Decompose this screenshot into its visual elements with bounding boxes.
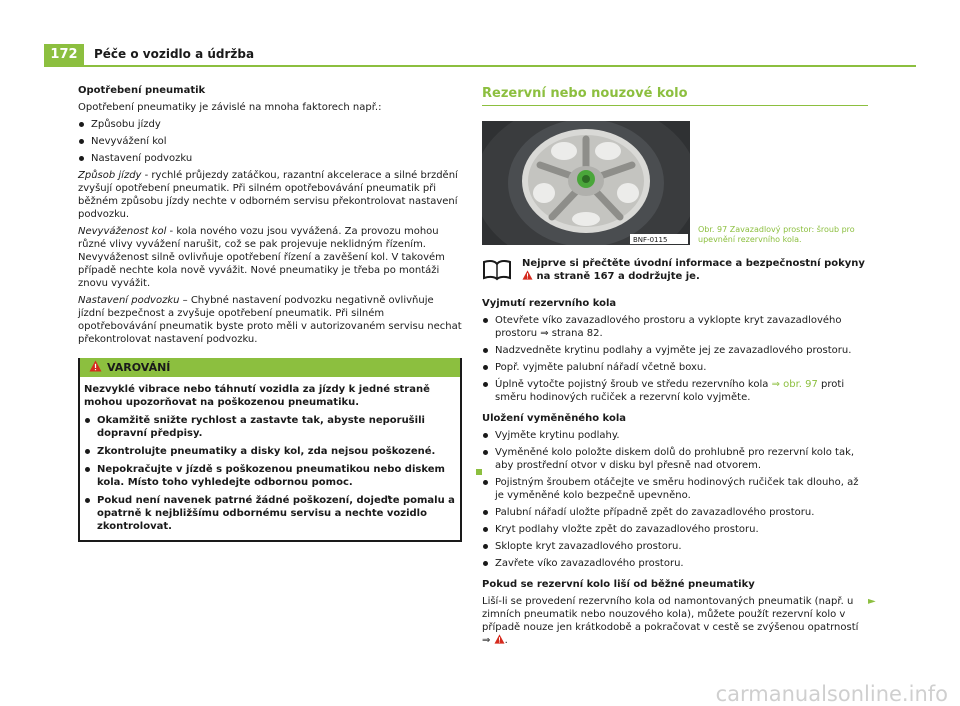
warning-item: Zkontrolujte pneumatiky a disky kol, zda nejsou poškozené.: [84, 445, 456, 458]
list-item: Pojistným šroubem otáčejte ve směru hodinových ručiček tak dlouho, až je vyměněné kolo bezpečně upevněno.: [482, 476, 868, 502]
list-item: Nadzvedněte krytinu podlahy a vyjměte jej ze zavazadlového prostoru.: [482, 344, 868, 357]
term: Nevyváženost kol: [78, 226, 167, 237]
paragraph-text: - kola nového vozu jsou vyvážená. Za provozu mohou různé vlivy vyvážení narušit, což se pak projevuje neklidným řízením. Nevyváženost silně ovlivňuje opotřebení řízení a zavěšení kol. V takovém případě nechte kola nově vyvážit. Nové pneumatiky je třeba po montáži znovu vyvážit.: [78, 226, 445, 289]
spare-wheel-photo: [482, 121, 690, 245]
list-item: [482, 378, 868, 404]
list-item: Palubní nářadí uložte případně zpět do zavazadlového prostoru.: [482, 506, 868, 519]
list-item: Sklopte kryt zavazadlového prostoru.: [482, 540, 868, 553]
warning-title: VAROVÁNÍ: [107, 361, 171, 374]
page-reference: ⇒ strana 82.: [540, 328, 603, 339]
list-item-text: Otevřete víko zavazadlového prostoru a vyklopte kryt zavazadlového prostoru: [495, 315, 842, 339]
list-item: Nevyvážení kol: [78, 135, 462, 148]
watermark: carmanualsonline.info: [715, 682, 948, 706]
figure-code: BNF-0115: [633, 236, 668, 244]
warning-item: Pokud není navenek patrné žádné poškození, dojeďte pomalu a opatrně k nejbližšímu odbornému servisu a nechte vozidlo zkontrolovat.: [84, 494, 456, 533]
safety-notice: [482, 257, 868, 287]
notice-text-before: Nejprve si přečtěte úvodní informace a bezpečnostní pokyny: [522, 258, 865, 269]
list-item-text: proti směru hodinových ručiček a rezervní kolo vyjměte.: [495, 379, 845, 403]
paragraph-text: – Chybné nastavení podvozku negativně ovlivňuje jízdní bezpečnost a zvyšuje opotřebení pneumatik. Při silném opotřebovávání pneumatik byste proto měli v autorizovaném servisu nechat překontrolovat nastavení podvozku.: [78, 295, 462, 345]
diff-paragraph: Liší-li se provedení rezervního kola od namontovaných pneumatik (např. u zimních pneumatik nebo nouzového kola), můžete použít rezervní kolo v případě nouze jen krátkodobě a pokračovat v cestě se zvýšenou opatrností ⇒ .: [482, 596, 859, 646]
term: Způsob jízdy: [78, 170, 142, 181]
header-rule: [44, 65, 916, 67]
warning-item: Nepokračujte v jízdě s poškozenou pneumatikou nebo diskem kola. Místo toho vyhledejte odbornou pomoc.: [84, 463, 456, 489]
warning-body: [80, 377, 460, 540]
driving-style-paragraph: [78, 169, 462, 221]
page-number: 172: [44, 44, 84, 65]
list-item: Vyjměte krytinu podlahy.: [482, 429, 868, 442]
warning-triangle-icon: [494, 634, 505, 644]
continue-arrow-icon: ►: [868, 596, 876, 607]
tire-wear-intro: Opotřebení pneumatiky je závislé na mnoha faktorech např.:: [78, 102, 382, 113]
list-item: Nastavení podvozku: [78, 152, 462, 165]
diff-heading: Pokud se rezervní kolo liší od běžné pneumatiky: [482, 579, 755, 590]
right-column: [482, 86, 868, 651]
list-item: Kryt podlahy vložte zpět do zavazadlového prostoru.: [482, 523, 868, 536]
list-item: [482, 314, 868, 340]
warning-lead: Nezvyklé vibrace nebo táhnutí vozidla za jízdy k jedné straně mohou upozorňovat na poškozenou pneumatiku.: [84, 384, 430, 408]
list-item: Popř. vyjměte palubní nářadí včetně boxu.: [482, 361, 868, 374]
warning-triangle-icon: [522, 270, 533, 280]
wheel-imbalance-paragraph: [78, 225, 462, 290]
list-item: Způsobu jízdy: [78, 118, 462, 131]
chassis-setting-paragraph: [78, 294, 462, 346]
warning-box: [78, 358, 462, 542]
warning-header: [80, 358, 460, 377]
paragraph-text: Liší-li se provedení rezervního kola od namontovaných pneumatik (např. u zimních pneumatik nebo nouzového kola), můžete použít rezervní kolo v případě nouze jen krátkodobě a pokračovat v cestě se zvýšenou opatrností ⇒: [482, 596, 859, 646]
paragraph-text: - rychlé průjezdy zatáčkou, razantní akcelerace a silné brzdění zvyšují opotřebení pneumatik. Při silném opotřebovávání pneumatik při běžném způsobu jízdy nechte v odborném servisu překontrolovat nastavení podvozku.: [78, 170, 458, 220]
remove-heading: Vyjmutí rezervního kola: [482, 298, 617, 309]
list-item: Zavřete víko zavazadlového prostoru.: [482, 557, 868, 570]
store-heading: Uložení vyměněného kola: [482, 413, 626, 424]
list-item: Vyměněné kolo položte diskem dolů do prohlubně pro rezervní kolo tak, aby prostřední otvor v disku byl přesně nad otvorem.: [482, 446, 868, 472]
term: Nastavení podvozku: [78, 295, 180, 306]
left-column: [78, 84, 462, 542]
spare-wheel-illustration: [482, 121, 690, 245]
warning-item: Okamžitě snižte rychlost a zastavte tak, abyste neporušili dopravní předpisy.: [84, 414, 456, 440]
section-title: Rezervní nebo nouzové kolo: [482, 86, 868, 106]
notice-text-after: na straně 167 a dodržujte je.: [533, 271, 700, 282]
tire-wear-heading: Opotřebení pneumatik: [78, 85, 206, 96]
figure-caption: Obr. 97 Zavazadlový prostor: šroub pro upevnění rezervního kola.: [698, 225, 855, 244]
list-item-text: Úplně vytočte pojistný šroub ve středu rezervního kola: [495, 379, 772, 390]
open-book-icon: [482, 259, 512, 281]
figure: [482, 121, 868, 245]
warning-triangle-icon: [89, 360, 102, 372]
figure-link[interactable]: ⇒ obr. 97: [771, 379, 818, 390]
page-header-title: Péče o vozidlo a údržba: [94, 47, 255, 61]
